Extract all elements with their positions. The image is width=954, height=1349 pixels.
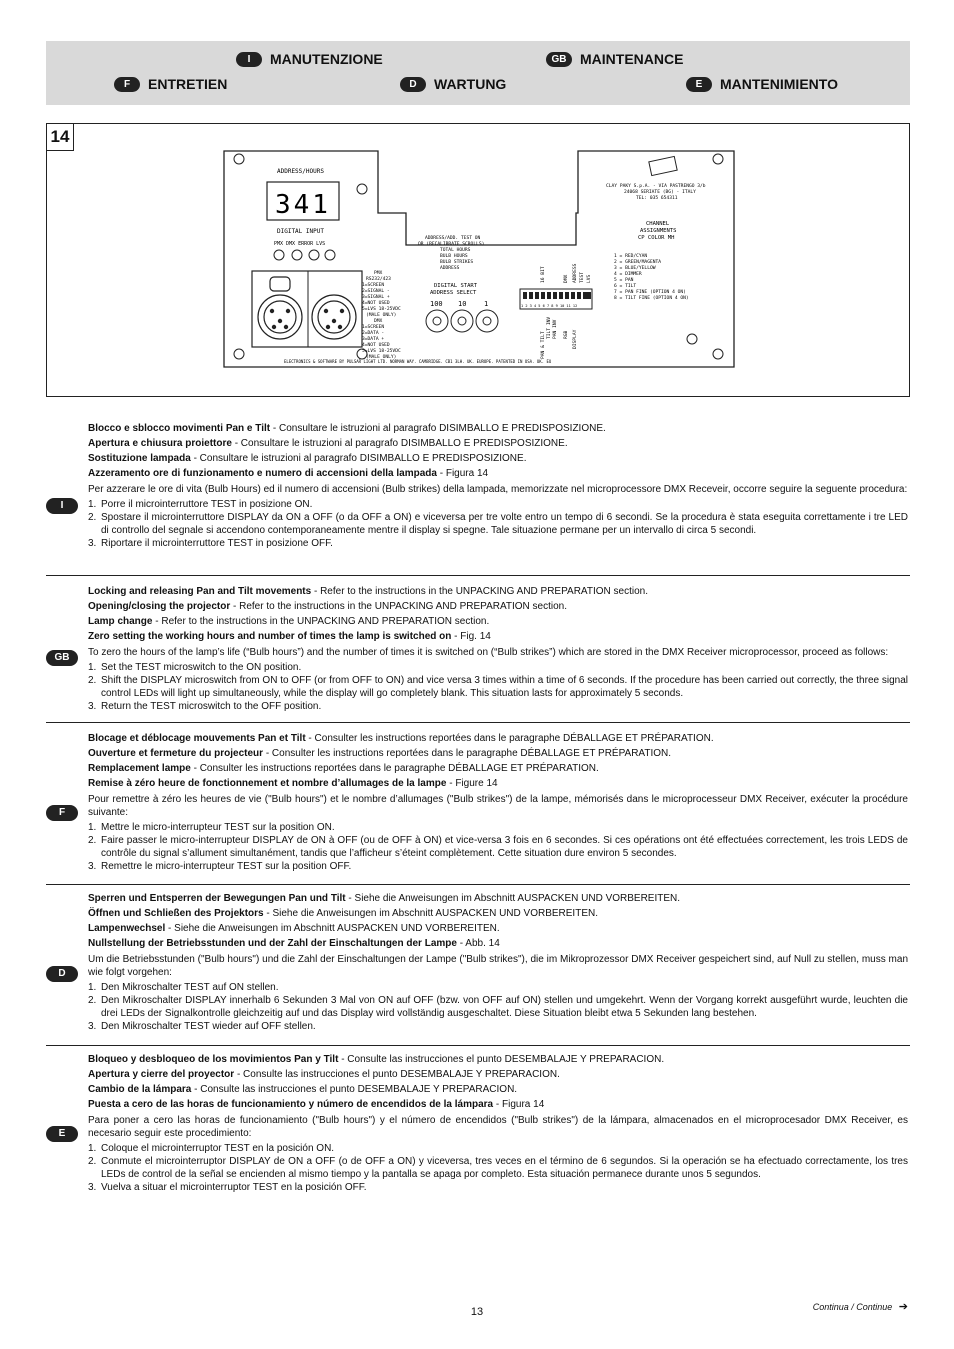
lang-badge-fr: F	[114, 77, 140, 92]
svg-text:ASSIGNMENTS: ASSIGNMENTS	[640, 228, 677, 234]
rotary-dials	[426, 310, 498, 332]
header-item-it	[236, 51, 383, 67]
svg-text:8 = TILT FINE (OPTION 4 ON): 8 = TILT FINE (OPTION 4 ON)	[614, 296, 689, 301]
svg-text:5=LVS 18-25VDC: 5=LVS 18-25VDC	[362, 307, 401, 312]
svg-text:2 = GREEN/MAGENTA: 2 = GREEN/MAGENTA	[614, 260, 662, 265]
screw-icon	[713, 154, 723, 164]
rotary-dial-icon	[476, 310, 498, 332]
section-text-de: Sperren und Entsperren der Bewegungen Pan und Tilt - Siehe die Anweisungen im Abschnitt AUSPACKEN UND VORBEREITEN. Öffnen und Schließen des Projektors - Siehe die Anweisungen im Abschnitt AUSPACKEN UND VORBEREITEN. Lampenwechsel - Siehe die Anweisungen im Abschnitt AUSPACKEN UND VORBEREITEN. Nullstellung der Betriebsstunden und der Zahl der Einschaltungen der Lampe - Abb. 14 Um die Betriebsstunden ("Bulb hours") und die Zahl der Einschaltungen der Lampe ("Bulb strikes"), die im Mikroprozessor DMX Receiver gespeichert sind, auf Null zu stellen, muss man wie folgt vorgehen: 1. Den Mikroschalter TEST auf ON stellen. 2. Den Mikroschalter DISPLAY innerhalb 6 Sekunden 3 Mal von ON auf OFF (bzw. von OFF auf ON) stellen und umgekehrt. Wenn der Vorgang korrekt ausgeführt wurde, leuchten die drei LEDs der Signalkontrolle gleichzeitig auf und das Display wird vollständig ausgeschaltet. Diese Situation bleibt etwa 5 Sekunden lang bestehen. 3. Den Mikroschalter TEST wieder auf OFF stellen.	[88, 893, 908, 1032]
svg-text:CLAY PAKY S.p.A. - VIA PASTREN: CLAY PAKY S.p.A. - VIA PASTRENGO 3/b	[606, 184, 706, 189]
lang-badge-de: D	[46, 966, 78, 982]
svg-text:1=SCREEN: 1=SCREEN	[362, 283, 385, 288]
start-address-label: DIGITAL START	[434, 283, 478, 289]
svg-text:RS232/423: RS232/423	[366, 277, 391, 282]
intro-it: Per azzerare le ore di vita (Bulb Hours) ed il numero di accensioni (Bulb strikes) della lampada, memorizzate nel microprocessore DMX Receveir, occorre seguire la seguente procedura:	[88, 484, 908, 495]
svg-text:100: 100	[430, 300, 443, 308]
section-de	[46, 884, 910, 1046]
screw-icon	[713, 349, 723, 359]
led-icon	[325, 250, 335, 260]
lang-badge-es: E	[686, 77, 712, 92]
screw-icon	[234, 154, 244, 164]
svg-text:7 = PAN FINE (OPTION 4 ON): 7 = PAN FINE (OPTION 4 ON)	[614, 290, 686, 295]
intro-fr: Pour remettre à zéro les heures de vie ("Bulb hours") et le nombre d’allumages ("Bulb strikes") de la lampe, mémorisés dans le microprocesseur DMX Receiver, exécuter la procédure suivante:	[88, 794, 908, 818]
intro-gb: To zero the hours of the lamp’s life (“Bulb hours”) and the number of times it is switched on (“Bulb strikes”) which are stored in the DMX Receiver microprocessor, proceed as follows:	[88, 647, 889, 658]
mode-list	[418, 235, 484, 271]
svg-text:4=NOT USED: 4=NOT USED	[362, 301, 390, 306]
svg-text:10: 10	[458, 300, 467, 308]
svg-text:5 = PAN: 5 = PAN	[614, 278, 634, 283]
svg-text:2=SIGNAL -: 2=SIGNAL -	[362, 289, 390, 294]
section-es	[46, 1045, 910, 1206]
svg-text:BULB STRIKES: BULB STRIKES	[440, 260, 474, 265]
section-gb	[46, 575, 910, 723]
svg-text:RGB: RGB	[564, 330, 569, 339]
dip-bottom-labels	[540, 317, 578, 359]
section-it	[46, 410, 910, 575]
svg-text:PAN INV: PAN INV	[553, 319, 558, 339]
svg-text:PMX: PMX	[374, 271, 383, 276]
led-icon	[309, 250, 319, 260]
header-label-gb: MAINTENANCE	[580, 51, 684, 67]
svg-text:TOTAL HOURS: TOTAL HOURS	[440, 248, 471, 253]
intro-de: Um die Betriebsstunden ("Bulb hours") und die Zahl der Einschaltungen der Lampe ("Bulb strikes"), die im Mikroprozessor DMX Receiver gespeichert sind, auf Null zu stellen, muss man wie folgt vorgehen:	[88, 954, 908, 978]
display-value: 341	[275, 190, 331, 220]
svg-text:(MALE ONLY): (MALE ONLY)	[366, 313, 397, 318]
svg-text:4=NOT USED: 4=NOT USED	[362, 343, 390, 348]
panel-footer: ELECTRONICS & SOFTWARE BY PULSAR LIGHT LTD. NORMAN WAY. CAMBRIDGE. CB1 3LH. UK. EUROPE. PATENTED IN USA. UK. EU	[284, 359, 552, 364]
status-leds	[274, 250, 335, 260]
svg-text:CP COLOR MH: CP COLOR MH	[638, 235, 675, 241]
dip-numbers: 1 2 3 4 5 6 7 8 9 10 11 12	[521, 304, 578, 308]
page-number: 13	[470, 1306, 484, 1318]
section-text-it: Blocco e sblocco movimenti Pan e Tilt - Consultare le istruzioni al paragrafo DISIMBALLO E PREDISPOSIZIONE. Apertura e chiusura proiettore - Consultare le istruzioni al paragrafo DISIMBALLO E PREDISPOSIZIONE. Sostituzione lampada - Consultare le istruzioni al paragrafo DISIMBALLO E PREDISPOSIZIONE. Azzeramento ore di funzionamento e numero di accensioni della lampada - Figura 14 Per azzerare le ore di vita (Bulb Hours) ed il numero di accensioni (Bulb strikes) della lampada, memorizzate nel microprocessore DMX Receveir, occorre seguire la seguente procedura: 1. Porre il microinterruttore TEST in posizione ON. 2. Spostare il microinterruttore DISPLAY da ON a OFF (o da OFF a ON) e viceversa per tre volte entro un tempo di 6 secondi. Se la procedura è stata eseguita correttamente i tre LED di controllo del segnale si accendono contemporaneamente mentre il display si spegne. Tale situazione permane per un intervallo di circa 5 secondi. 3. Riportare il microinterruttore TEST in posizione OFF.	[88, 423, 908, 549]
figure-number: 14	[47, 124, 74, 151]
svg-text:3=DATA +: 3=DATA +	[362, 337, 385, 342]
lang-badge-it: I	[236, 52, 262, 67]
screw-icon	[357, 184, 367, 194]
svg-text:3=SIGNAL +: 3=SIGNAL +	[362, 295, 390, 300]
dial-labels	[430, 300, 488, 308]
lang-badge-gb: GB	[546, 52, 572, 67]
rotary-dial-icon	[451, 310, 473, 332]
svg-text:PAN & TILT: PAN & TILT	[541, 331, 546, 359]
language-header	[46, 41, 910, 105]
svg-text:ADDRESS/ADD. TEST ON: ADDRESS/ADD. TEST ON	[425, 236, 481, 241]
led-icon	[292, 250, 302, 260]
svg-text:DISPLAY: DISPLAY	[573, 329, 578, 349]
section-text-es: Bloqueo y desbloqueo de los movimientos Pan y Tilt - Consulte las instrucciones el punto DESEMBALAJE Y PREPARACION. Apertura y cierre del proyector - Consulte las instrucciones el punto DESEMBALAJE Y PREPARACION. Cambio de la lámpara - Consulte las instrucciones el punto DESEMBALAJE Y PREPARACION. Puesta a cero de las horas de funcionamiento y número de encendidos de la lámpara - Figura 14 Para poner a cero las horas de funcionamiento ("Bulb hours") y el número de encendidos ("Bulb strikes") de la lámpara, almacenados en el microprocesador DMX Receiver, es necesario seguir este procedimiento: 1. Coloque el microinterruptor TEST en la posición ON. 2. Conmute el microinterruptor DISPLAY de ON a OFF (o de OFF a ON) y viceversa, tres veces en el término de 6 segundos. Si la operación se ha efectuado correctamente, los tres LEDs de control de la señal se encienden al mismo tiempo y la pantalla se apaga por completo. Esta situación permanece durante unos 5 segundos. 3. Vuelva a situar el microinterruptor TEST en la posición OFF.	[88, 1054, 908, 1193]
svg-text:1: 1	[484, 300, 489, 308]
svg-text:BULB HOURS: BULB HOURS	[440, 254, 468, 259]
lang-badge-gb: GB	[46, 650, 78, 666]
led-icon	[274, 250, 284, 260]
continue-label: Continua / Continue	[812, 1302, 893, 1312]
header-item-de	[400, 76, 506, 92]
header-label-es: MANTENIMIENTO	[720, 76, 838, 92]
svg-text:16 BIT: 16 BIT	[541, 266, 546, 283]
lang-badge-de: D	[400, 77, 426, 92]
clay-paky-logo-icon	[649, 156, 677, 175]
svg-text:OR (RECALIBRATE SCROLLS): OR (RECALIBRATE SCROLLS)	[418, 242, 485, 247]
channel-list	[614, 253, 689, 301]
svg-text:(MALE ONLY): (MALE ONLY)	[366, 355, 397, 360]
header-item-es	[686, 76, 838, 92]
svg-text:4 = DIMMER: 4 = DIMMER	[614, 272, 642, 277]
svg-text:1=SCREEN: 1=SCREEN	[362, 325, 385, 330]
xlr-male-icon	[258, 295, 302, 339]
intro-es: Para poner a cero las horas de funcionamiento ("Bulb hours") y el número de encendidos ("Bulb strikes") de la lámpara, almacenados en el microprocesador DMX Receiver, es necesario seguir este procedimiento:	[88, 1115, 908, 1139]
svg-text:5=LVS 18-25VDC: 5=LVS 18-25VDC	[362, 349, 401, 354]
svg-text:TILT INV: TILT INV	[547, 316, 552, 339]
xlr-connectors	[258, 277, 356, 339]
header-label-it: MANUTENZIONE	[270, 51, 383, 67]
svg-text:CHANNEL: CHANNEL	[646, 221, 670, 227]
header-label-fr: ENTRETIEN	[148, 76, 228, 92]
dip-top-labels	[540, 263, 592, 283]
section-fr	[46, 722, 910, 885]
svg-text:ADDRESS: ADDRESS	[573, 263, 578, 283]
svg-text:1 = RED/CYAN: 1 = RED/CYAN	[614, 254, 648, 259]
svg-text:ADDRESS: ADDRESS	[440, 266, 460, 271]
header-item-fr	[114, 76, 227, 92]
continue-link[interactable]	[813, 1300, 908, 1313]
dmx-receiver-panel	[222, 149, 736, 369]
company-address	[606, 183, 706, 201]
header-item-gb	[546, 51, 683, 67]
svg-text:DMX: DMX	[564, 274, 569, 283]
address-hours-label: ADDRESS/HOURS	[277, 168, 324, 175]
svg-text:3 = BLUE/YELLOW: 3 = BLUE/YELLOW	[614, 266, 656, 271]
xlr-female-icon	[312, 295, 356, 339]
svg-text:2=DATA -: 2=DATA -	[362, 331, 385, 336]
screw-icon	[234, 349, 244, 359]
header-label-de: WARTUNG	[434, 76, 507, 92]
section-text-fr: Blocage et déblocage mouvements Pan et Tilt - Consulter les instructions reportées dans le paragraphe DÉBALLAGE ET PRÉPARATION. Ouverture et fermeture du projecteur - Consulter les instructions reportées dans le paragraphe DÉBALLAGE ET PRÉPARATION. Remplacement lampe - Consulter les instructions reportées dans le paragraphe DÉBALLAGE ET PRÉPARATION. Remise à zéro heure de fonctionnement et nombre d’allumages de la lampe - Figure 14 Pour remettre à zéro les heures de vie ("Bulb hours") et le nombre d’allumages ("Bulb strikes") de la lampe, mémorisés dans le microprocesseur DMX Receiver, exécuter la procédure suivante: 1. Mettre le micro-interrupteur TEST sur la position ON. 2. Faire passer le micro-interrupteur DISPLAY de ON à OFF (ou de OFF à ON) et vice-versa 3 fois en 6 secondes. Si ces opérations ont été effectuées correctement, les trois LEDS de contrôle du signal s’allument simultanément, tandis que l’afficheur s’éteint complètement. Cette situation dure environ 5 secondes. 3. Remettre le micro-interrupteur TEST sur la position OFF.	[88, 733, 908, 872]
digital-input-label: DIGITAL INPUT	[277, 228, 324, 235]
start-address-label-2: ADDRESS SELECT	[430, 290, 477, 296]
svg-text:TEL: 035 654311: TEL: 035 654311	[636, 196, 678, 201]
section-text-gb: Locking and releasing Pan and Tilt movements - Refer to the instructions in the UNPACKING AND PREPARATION section. Opening/closing the projector - Refer to the instructions in the UNPACKING AND PREPARATION section. Lamp change - Refer to the instructions in the UNPACKING AND PREPARATION section. Zero setting the working hours and number of times the lamp is switched on - Fig. 14 To zero the hours of the lamp’s life (“Bulb hours”) and the number of times it is switched on (“Bulb strikes”) which are stored in the DMX Receiver microprocessor, proceed as follows: 1. Set the TEST microswitch to the ON position. 2. Shift the DISPLAY microswitch from ON to OFF (or from OFF to ON) and vice versa 3 times within a time of 6 seconds. If the procedure has been carried out correctly, the three signal control LEDs will light up simultaneously, while the display will go completely blank. This situation lasts for approximately 5 seconds. 3. Return the TEST microswitch to the OFF position.	[88, 586, 908, 712]
svg-text:6 = TILT: 6 = TILT	[614, 284, 637, 289]
svg-text:DMX: DMX	[374, 319, 383, 324]
lang-badge-fr: F	[46, 805, 78, 821]
svg-text:LVS: LVS	[587, 274, 592, 283]
arrow-right-icon: ➔	[898, 1301, 908, 1313]
lang-badge-it: I	[46, 498, 78, 514]
rotary-dial-icon	[426, 310, 448, 332]
svg-text:24068 SERIATE (BG) - ITALY: 24068 SERIATE (BG) - ITALY	[624, 190, 696, 195]
dip-switches	[523, 292, 591, 299]
pinout-list	[362, 270, 401, 360]
led-labels: PMX DMX ERROR LVS	[274, 241, 326, 247]
figure-14	[46, 123, 910, 397]
screw-icon	[687, 334, 697, 344]
lang-badge-es: E	[46, 1126, 78, 1142]
channel-title	[638, 221, 676, 241]
svg-text:TEST: TEST	[580, 271, 585, 283]
